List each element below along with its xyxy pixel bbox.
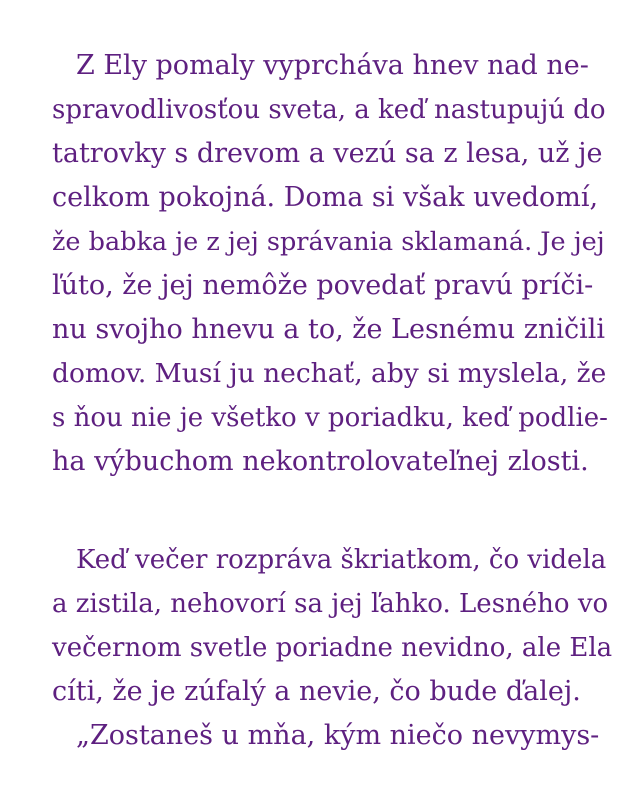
text-line: celkom pokojná. Doma si však uvedomí, bbox=[52, 182, 599, 213]
text-line: a zistila, nehovorí sa jej ľahko. Lesného vo bbox=[52, 589, 609, 619]
paragraph-2 bbox=[52, 538, 612, 758]
text-line: tatrovky s drevom a vezú sa z lesa, už je bbox=[52, 138, 603, 169]
text-line: s ňou nie je všetko v poriadku, keď podlie- bbox=[52, 403, 608, 433]
paragraph-1 bbox=[52, 44, 612, 484]
text-line: „Zostaneš u mňa, kým niečo nevymys- bbox=[76, 720, 600, 751]
text-line: že babka je z jej správania sklamaná. Je jej bbox=[52, 227, 605, 257]
text-line: Keď večer rozpráva škriatkom, čo videla bbox=[76, 545, 607, 575]
text-line: cíti, že je zúfalý a nevie, čo bude ďalej. bbox=[52, 676, 581, 707]
text-line: domov. Musí ju nechať, aby si myslela, že bbox=[52, 358, 607, 389]
text-line: večernom svetle poriadne nevidno, ale Ela bbox=[52, 633, 613, 663]
text-line: spravodlivosťou sveta, a keď nastupujú do bbox=[52, 95, 606, 125]
text-line: ha výbuchom nekontrolovateľnej zlosti. bbox=[52, 446, 589, 477]
text-line: Z Ely pomaly vyprcháva hnev nad ne- bbox=[76, 50, 589, 81]
text-line: ľúto, že jej nemôže povedať pravú príči- bbox=[52, 270, 594, 301]
text-line: nu svojho hnevu a to, že Lesnému zničili bbox=[52, 314, 606, 345]
